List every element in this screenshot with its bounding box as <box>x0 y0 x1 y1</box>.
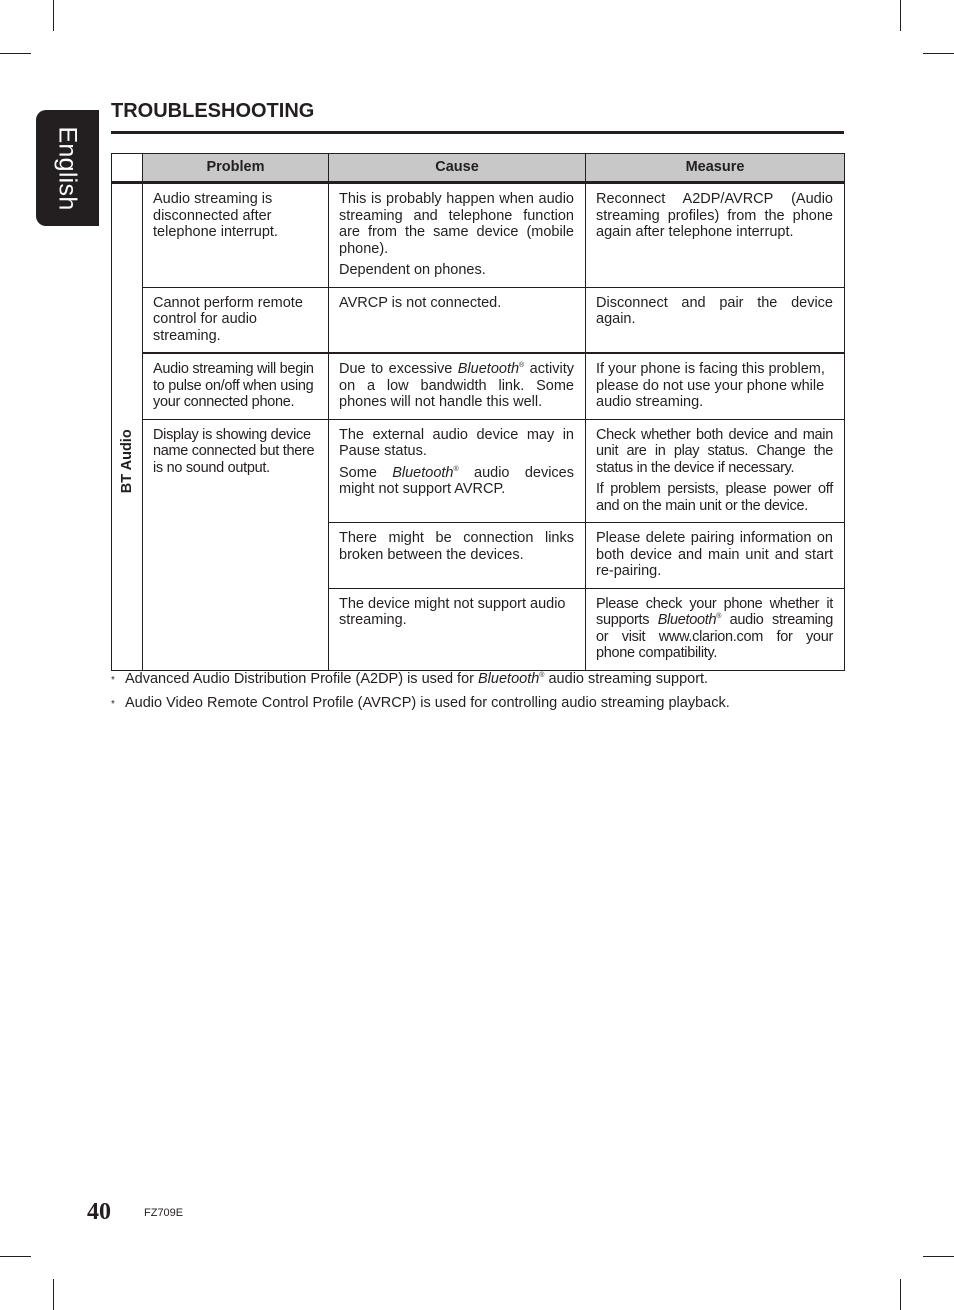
registered-mark: ® <box>539 672 545 680</box>
header-cause: Cause <box>329 154 586 183</box>
header-blank-cell <box>112 154 143 183</box>
cause-text: The external audio device may in Pause status. <box>339 426 574 459</box>
cause-text-2 <box>339 465 574 498</box>
measure-text: Check whether both device and main unit are in play status. Change the status in the device if necessary. <box>596 426 833 476</box>
category-cell <box>112 183 143 671</box>
footnote-text-part: audio streaming support. <box>544 671 709 687</box>
asterisk-icon: * <box>111 675 115 686</box>
footnote-text <box>125 668 708 690</box>
crop-mark <box>0 53 31 54</box>
measure-cell: Please delete pairing information on both device and main unit and start re-pairing. <box>586 523 845 589</box>
category-label: BT Audio <box>118 429 135 494</box>
registered-mark: ® <box>519 362 525 370</box>
model-code: FZ709E <box>144 1207 184 1219</box>
measure-cell: Reconnect A2DP/AVRCP (Audio streaming profiles) from the phone again after telephone interrupt. <box>586 183 845 288</box>
cause-text: Some <box>339 464 393 481</box>
crop-mark <box>0 1256 31 1257</box>
problem-cell: Display is showing device name connected but there is no sound output. <box>143 419 329 670</box>
header-measure: Measure <box>586 154 845 183</box>
crop-mark <box>53 0 54 31</box>
registered-mark: ® <box>716 613 722 621</box>
crop-mark <box>53 1279 54 1310</box>
bluetooth-brand: Bluetooth <box>457 361 520 377</box>
cause-text: activity on a low bandwidth link. Some phones will not handle this well. <box>339 361 574 410</box>
cause-cell <box>329 419 586 523</box>
crop-mark <box>923 53 954 54</box>
problem-cell: Audio streaming will begin to pulse on/off when using your connected phone. <box>143 353 329 419</box>
cause-cell <box>329 183 586 288</box>
footnote-item <box>111 692 730 716</box>
bluetooth-brand: Bluetooth <box>657 612 717 628</box>
measure-cell: If your phone is facing this problem, please do not use your phone while audio streaming. <box>586 353 845 419</box>
bluetooth-brand: Bluetooth <box>392 464 454 481</box>
measure-text-2: If problem persists, please power off and on the main unit or the device. <box>596 481 833 514</box>
cause-cell: The device might not support audio streaming. <box>329 588 586 670</box>
footnote-item <box>111 668 730 692</box>
table-row <box>112 353 845 419</box>
cause-text: This is probably happen when audio streaming and telephone function are from the same device (mobile phone). <box>339 191 574 257</box>
measure-cell <box>586 588 845 670</box>
measure-cell <box>586 419 845 523</box>
cause-text: audio devices might not support AVRCP. <box>339 464 574 497</box>
crop-mark <box>923 1256 954 1257</box>
footnote-text: Audio Video Remote Control Profile (AVRCP) is used for controlling audio streaming playback. <box>125 695 730 711</box>
table-row <box>112 183 845 288</box>
crop-mark <box>900 0 901 31</box>
header-problem: Problem <box>143 154 329 183</box>
cause-text: Due to excessive <box>339 361 458 377</box>
table-row <box>112 419 845 523</box>
problem-cell: Cannot perform remote control for audio streaming. <box>143 287 329 353</box>
asterisk-icon: * <box>111 699 115 710</box>
measure-text: Please check your phone whether it supports <box>596 595 833 628</box>
section-title: TROUBLESHOOTING <box>111 100 315 122</box>
title-rule <box>111 131 844 134</box>
language-tab-label: English <box>54 125 83 211</box>
cause-cell: AVRCP is not connected. <box>329 287 586 353</box>
cause-cell: There might be connection links broken between the devices. <box>329 523 586 589</box>
footnotes <box>111 668 730 716</box>
table-header-row <box>112 154 845 183</box>
troubleshooting-table <box>111 153 845 671</box>
language-tab <box>36 110 99 226</box>
cause-cell <box>329 353 586 419</box>
crop-mark <box>900 1279 901 1310</box>
page-number: 40 <box>87 1199 111 1225</box>
problem-cell: Audio streaming is disconnected after telephone interrupt. <box>143 183 329 288</box>
table-row <box>112 287 845 353</box>
bluetooth-brand: Bluetooth <box>478 671 540 687</box>
cause-text-2: Dependent on phones. <box>339 262 486 278</box>
measure-text: audio streaming or visit www.clarion.com for your phone compatibility. <box>596 612 833 661</box>
measure-cell: Disconnect and pair the device again. <box>586 287 845 353</box>
registered-mark: ® <box>453 465 459 473</box>
footnote-text-part: Advanced Audio Distribution Profile (A2DP) is used for <box>125 671 479 687</box>
